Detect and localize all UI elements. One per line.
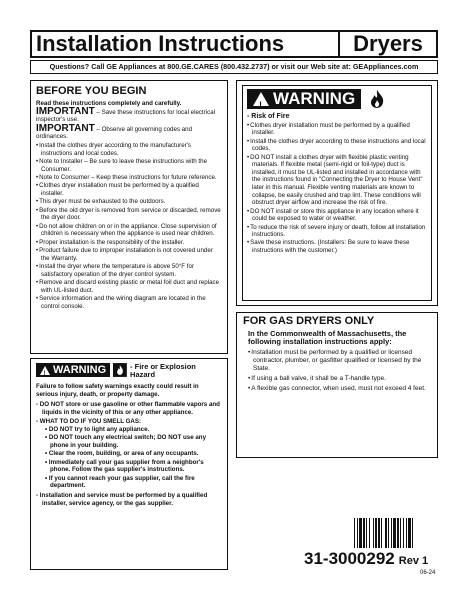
smell-gas-list — [45, 426, 222, 490]
list-item: - Installation and service must be performed by a qualified installer, service agency, or the gas supplier. — [36, 492, 222, 507]
list-item: • Note to Consumer – Keep these instructions for future reference. — [36, 174, 222, 182]
list-item: • Immediately call your gas supplier from a neighbor's phone. Follow the gas supplier's instructions. — [45, 459, 222, 474]
list-item: • If you cannot reach your gas supplier, call the fire department. — [45, 475, 222, 490]
revision: Rev 1 — [398, 555, 429, 567]
fire-icon — [113, 363, 127, 377]
massachusetts-note: In the Commonwealth of Massachusetts, the following installation instructions apply: — [248, 328, 407, 347]
gas-title: FOR GAS DRYERS ONLY — [243, 315, 375, 327]
list-item — [36, 418, 222, 490]
hazard-title: - Fire or Explosion Hazard — [130, 362, 196, 379]
risk-of-fire-title: - Risk of Fire — [247, 113, 290, 120]
before-title: BEFORE YOU BEGIN — [36, 85, 147, 97]
barcode — [354, 518, 440, 548]
before-you-begin-section — [30, 80, 228, 354]
important-2 — [36, 122, 222, 141]
gas-list — [243, 349, 431, 393]
list-item: • DO NOT install a clothes dryer with flexible plastic venting materials. If flexible metal (semi-rigid or foil-type) duct is installed, it must be UL-listed and installed in accordance with the instructions found in "Connecting the Dryer to House Vent" later in this manual. Flexible venting materials are known to collapse, be easily crushed and trap lint. These conditions will obstruct dryer airflow and increase the risk of fire. — [247, 154, 427, 207]
fire-explosion-warning — [30, 358, 228, 570]
important-text-2: – Observe all governing codes and ordinances. — [36, 125, 193, 141]
big-warning-header — [247, 89, 427, 109]
list-item: • Proper installation is the responsibility of the installer. — [36, 239, 222, 247]
warning-badge-label: WARNING — [273, 89, 356, 108]
list-item: • Service information and the wiring diagram are located in the control console. — [36, 295, 222, 310]
important-label-2: IMPORTANT — [36, 122, 95, 134]
warning-triangle-icon — [253, 92, 269, 106]
fire-dash-list — [36, 401, 222, 507]
list-item: • Clear the room, building, or area of any occupants. — [45, 450, 222, 458]
important-text-1: – Save these instructions for local electrical inspector's use. — [36, 108, 216, 124]
important-1 — [36, 105, 222, 124]
list-item: • DO NOT try to light any appliance. — [45, 426, 222, 434]
gas-dryers-section — [236, 312, 438, 458]
warning-badge — [247, 89, 361, 109]
list-item: • This dryer must be exhausted to the outdoors. — [36, 198, 222, 206]
list-item: • A flexible gas connector, when used, must not exceed 4 feet. — [248, 385, 431, 393]
page-title: Installation Instructions — [32, 32, 340, 56]
smell-gas-heading: WHAT TO DO IF YOU SMELL GAS: — [39, 418, 142, 426]
list-item: • Save these instructions. (Installers: Be sure to leave these instructions with the customer.) — [247, 239, 427, 254]
list-item: • Note to Installer – Be sure to leave these instructions with the Consumer. — [36, 158, 222, 173]
list-item: • Clothes dryer installation must be performed by a qualified installer. — [247, 122, 427, 137]
fire-intro: Failure to follow safety warnings exactly could result in serious injury, death, or property damage. — [36, 383, 199, 398]
page-header — [30, 30, 438, 58]
before-list — [36, 142, 222, 310]
list-item: • Clothes dryer installation must be performed by a qualified installer. — [36, 182, 222, 197]
list-item: • DO NOT install or store this appliance in any location where it could be exposed to water or weather. — [247, 208, 427, 223]
list-item: • If using a ball valve, it shall be a T-handle type. — [248, 375, 431, 383]
list-item: • Install the dryer where the temperature is above 50°F for satisfactory operation of the dryer control system. — [36, 263, 222, 278]
questions-line: Questions? Call GE Appliances at 800.GE.CARES (800.432.2737) or visit our Web site at: GEAppliances.com — [30, 60, 438, 74]
list-item: • Install the clothes dryer according to these instructions and local codes. — [247, 138, 427, 153]
product-name: Dryers — [353, 31, 423, 56]
list-item: • Install the clothes dryer according to the manufacturer's instructions and local codes. — [36, 142, 222, 157]
warning-triangle-icon — [40, 366, 50, 375]
print-date: 06-24 — [420, 570, 436, 576]
warning-badge-label: WARNING — [53, 364, 107, 376]
part-number-value: 31-3000292 — [304, 549, 395, 568]
list-item: • Installation must be performed by a qualified or licensed contractor, plumber, or gasfitter qualified or licensed by the State. — [248, 349, 431, 373]
list-item: • Product failure due to improper installation is not covered under the Warranty. — [36, 247, 222, 262]
list-item: - DO NOT store or use gasoline or other flammable vapors and liquids in the vicinity of this or any other appliance. — [36, 401, 222, 416]
fire-icon — [367, 89, 387, 109]
list-item: • Before the old dryer is removed from service or discarded, remove the dryer door. — [36, 207, 222, 222]
list-item: • Remove and discard existing plastic or metal foil duct and replace with UL-listed duct. — [36, 279, 222, 294]
part-number — [304, 549, 428, 569]
list-item: • To reduce the risk of severe injury or death, follow all installation instructions. — [247, 224, 427, 239]
list-item: • Do not allow children on or in the appliance. Close supervision of children is necessary when the appliance is used near children. — [36, 223, 222, 238]
risk-of-fire-warning — [236, 80, 438, 306]
warning-inner — [242, 85, 432, 301]
list-item: • DO NOT touch any electrical switch; DO NOT use any phone in your building. — [45, 434, 222, 449]
fire-warning-header — [36, 363, 222, 379]
read-instructions: Read these instructions completely and carefully. — [36, 100, 182, 107]
important-label-1: IMPORTANT — [36, 105, 95, 117]
warning-badge — [36, 363, 110, 377]
warning-list — [247, 122, 427, 255]
